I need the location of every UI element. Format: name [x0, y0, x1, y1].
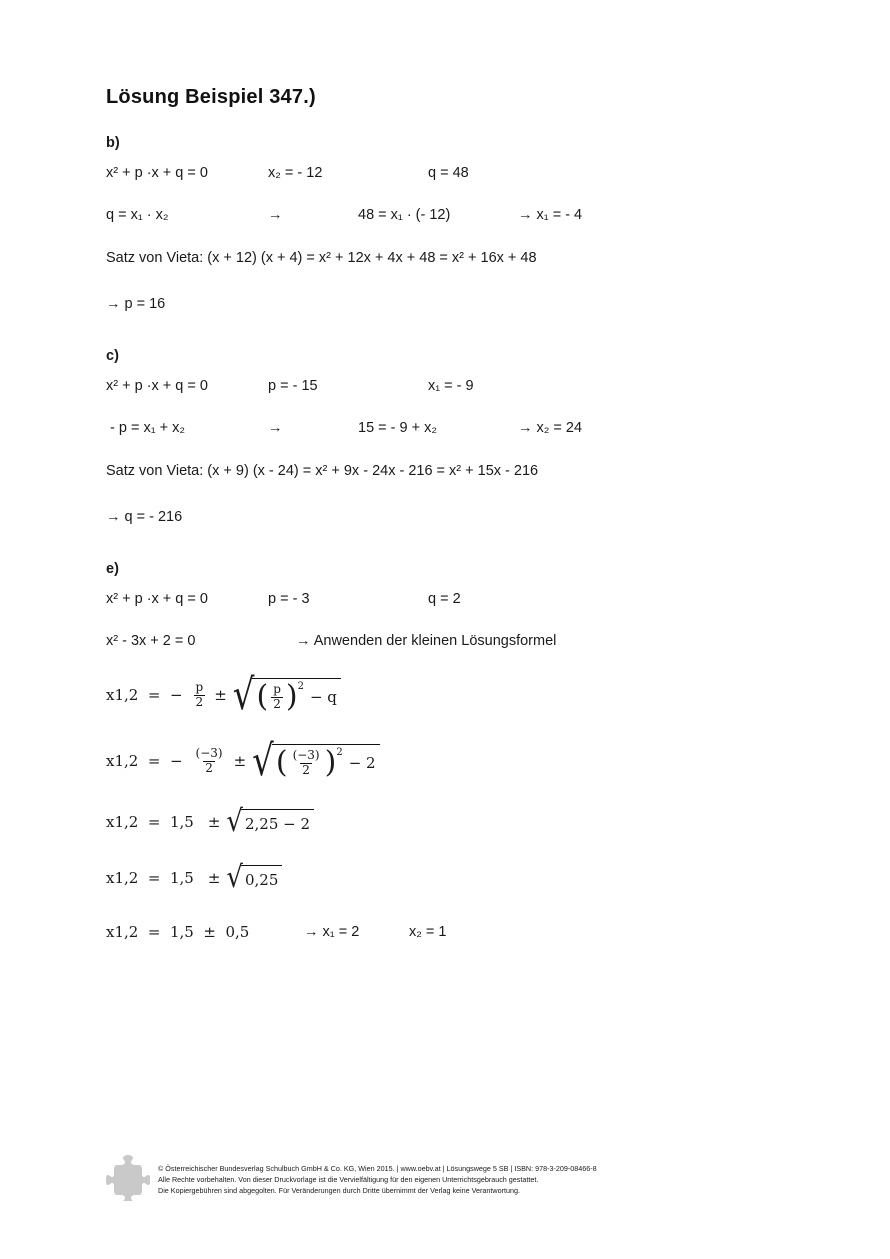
paren-close-icon: ) — [324, 745, 337, 781]
substitution-b: 48 = x₁ · (- 12) — [358, 207, 451, 223]
formula-3-lhs: x1,2 = 1,5 — [106, 813, 194, 832]
paren-open-icon: ( — [256, 679, 269, 715]
section-b-row2 — [106, 207, 786, 223]
substitution-c: 15 = - 9 + x₂ — [358, 420, 437, 437]
formula-3 — [106, 805, 786, 840]
section-b-row1 — [106, 165, 786, 181]
formula-2-inner-denominator: 2 — [302, 762, 310, 777]
formula-1-exponent: 2 — [297, 680, 304, 692]
formula-1-inner-denominator: 2 — [273, 696, 281, 711]
formula-1-paren-group — [256, 679, 304, 715]
vieta-expansion-c: Satz von Vieta: (x + 9) (x - 24) = x² + 9x - 24x - 216 = x² + 15x - 216 — [106, 463, 539, 480]
page-footer — [106, 1155, 806, 1201]
equation-concrete-e: x² - 3x + 2 = 0 — [106, 633, 196, 650]
vieta-expansion-b: Satz von Vieta: (x + 12) (x + 4) = x² + 12x + 4x + 48 = x² + 16x + 48 — [106, 250, 537, 266]
paren-close-icon: ) — [285, 679, 298, 715]
radical-icon: √ — [226, 805, 243, 840]
formula-3-sqrt — [226, 805, 314, 840]
footer-line-2: Alle Rechte vorbehalten. Von dieser Druckvorlage ist die Vervielfältigung für den eigenen Unterrichtsgebrauch gestattet. — [158, 1175, 539, 1185]
value-p-c: p = - 15 — [268, 378, 318, 395]
formula-2-inner-numerator: (−3) — [292, 747, 320, 762]
radical-icon: √ — [232, 670, 255, 721]
formula-5-lhs: x1,2 = 1,5 ± 0,5 — [106, 923, 250, 942]
page-title: Lösung Beispiel 347.) — [106, 86, 316, 108]
formula-1 — [106, 670, 786, 721]
formula-4-radicand: 0,25 — [241, 865, 282, 891]
radical-icon: √ — [252, 736, 274, 787]
formula-2-inner-fraction — [291, 749, 322, 778]
formula-4-plusminus: ± — [207, 869, 221, 888]
formula-2-sqrt — [252, 736, 379, 787]
formula-1-inner-fraction — [271, 683, 283, 712]
section-c-row1 — [106, 378, 786, 394]
copyright-text — [158, 1155, 597, 1196]
formula-2-tail: − 2 — [348, 754, 376, 773]
radical-icon: √ — [226, 861, 243, 896]
section-c-row2 — [106, 420, 786, 436]
puzzle-piece-logo-icon — [106, 1155, 150, 1201]
result-x1-b: → x₁ = - 4 — [518, 207, 583, 223]
value-p-e: p = - 3 — [268, 591, 310, 608]
section-label-c: c) — [106, 348, 119, 365]
formula-1-inner-numerator: p — [273, 681, 281, 696]
formula-2-plusminus: ± — [233, 752, 247, 771]
section-label-b: b) — [106, 135, 120, 151]
value-q-e: q = 2 — [428, 591, 461, 608]
value-x2-b: x₂ = - 12 — [268, 165, 323, 181]
formula-1-fraction-denominator: 2 — [195, 694, 204, 709]
value-q-b: q = 48 — [428, 165, 469, 181]
formula-2-fraction-denominator: 2 — [205, 760, 213, 775]
equation-general-e: x² + p ·x + q = 0 — [106, 591, 208, 608]
solution-x2: x₂ = 1 — [409, 924, 447, 941]
formula-3-radicand: 2,25 − 2 — [241, 809, 314, 835]
formula-2-fraction-numerator: (−3) — [195, 745, 223, 760]
section-e-row2 — [106, 633, 786, 649]
result-p-b: → p = 16 — [106, 295, 166, 312]
formula-1-lhs: x1,2 = − — [106, 686, 183, 705]
footer-line-1: © Österreichischer Bundesverlag Schulbuch GmbH & Co. KG, Wien 2015. | www.oebv.at | Lösungswege 5 SB | ISBN: 978-3-209-08466-8 — [158, 1164, 597, 1173]
section-e-row1 — [106, 591, 786, 607]
formula-5 — [106, 919, 786, 945]
formula-2-paren-group — [275, 745, 343, 781]
result-q-c: → q = - 216 — [106, 508, 183, 525]
formula-1-radicand — [252, 678, 340, 715]
puzzle-piece-svg — [106, 1155, 150, 1201]
vieta-sum-c: - p = x₁ + x₂ — [106, 420, 186, 437]
arrow-b: → — [268, 207, 283, 223]
formula-1-fraction — [194, 681, 206, 710]
paren-open-icon: ( — [275, 745, 288, 781]
formula-2-fraction — [194, 747, 225, 776]
arrow-c: → — [268, 420, 283, 437]
footer-line-3: Die Kopiergebühren sind abgegolten. Für Veränderungen durch Dritte übernimmt der Verlag keine Verantwortung. — [158, 1186, 520, 1196]
formula-1-sqrt — [232, 670, 341, 721]
equation-general-b: x² + p ·x + q = 0 — [106, 165, 208, 181]
formula-2-lhs: x1,2 = − — [106, 752, 183, 771]
vieta-product-b: q = x₁ · x₂ — [106, 207, 169, 223]
formula-2-radicand — [272, 744, 380, 781]
formula-4-lhs: x1,2 = 1,5 — [106, 869, 194, 888]
formula-2-exponent: 2 — [336, 746, 343, 758]
equation-general-c: x² + p ·x + q = 0 — [106, 378, 208, 395]
formula-4-sqrt — [226, 861, 282, 896]
document-content — [106, 86, 786, 971]
formula-1-tail: − q — [309, 688, 337, 707]
value-x1-c: x₁ = - 9 — [428, 378, 474, 395]
section-label-e: e) — [106, 561, 119, 578]
formula-2 — [106, 736, 786, 787]
formula-1-fraction-numerator: p — [195, 679, 204, 694]
hint-formula-e: → Anwenden der kleinen Lösungsformel — [296, 633, 557, 650]
solution-x1: → x₁ = 2 — [304, 924, 360, 941]
result-x2-c: → x₂ = 24 — [518, 420, 583, 437]
formula-4 — [106, 861, 786, 896]
formula-1-plusminus: ± — [214, 686, 227, 705]
formula-3-plusminus: ± — [207, 813, 221, 832]
